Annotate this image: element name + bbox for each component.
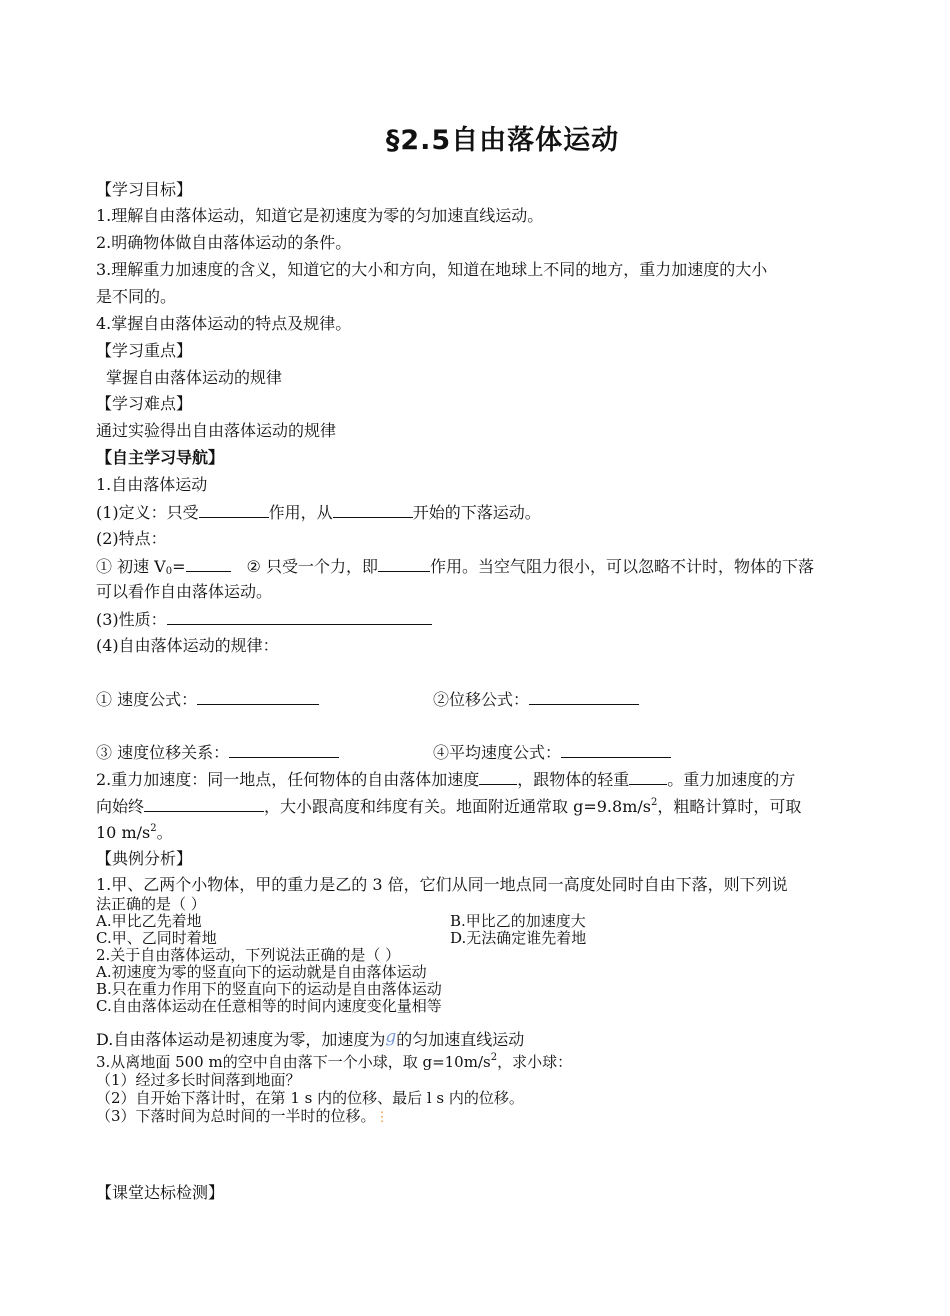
option-a: A.初速度为零的竖直向下的运动就是自由落体运动 [96,963,427,981]
nav-item-1: 1.自由落体运动 [96,475,208,494]
features-line: ① 初速 $V_0=$ ② 只受一个力，即 作用。当空气阻力很小，可以忽略不计时，物体的下落 [96,557,814,577]
gravity-line-2: 向始终 ，大小跟高度和纬度有关。地面附近通常取 $g=9.8m/s^2$，粗略计算时，可取 [96,797,802,816]
blank-field[interactable] [561,742,671,758]
question-2: 2.关于自由落体运动，下列说法正确的是（ ） [96,946,401,964]
goal-2: 2.明确物体做自由落体运动的条件。 [96,233,352,252]
option-a: A.甲比乙先着地 [96,912,202,930]
formula-displacement: ②位移公式： [433,689,639,710]
features-heading: (2)特点： [96,529,167,548]
option-d: D.自由落体运动是初速度为零，加速度为g的匀加速直线运动 [96,1027,525,1049]
section-heading-nav: 【自主学习导航】 [96,448,225,467]
section-heading-examples: 【典例分析】 [96,849,193,868]
goal-1: 1.理解自由落体运动，知道它是初速度为零的匀加速直线运动。 [96,206,544,225]
blank-field[interactable] [167,609,432,625]
question-3-part-2: （2）自开始下落计时，在第 1 s 内的位移、最后 l s 内的位移。 [96,1089,524,1107]
definition-line: (1)定义：只受 作用，从 开始的下落运动。 [96,503,541,522]
blank-field[interactable] [186,556,231,572]
page-title: §2.5自由落体运动 [385,125,620,156]
formula-velocity: ① 速度公式： [96,689,319,710]
blank-field[interactable] [229,742,339,758]
goal-3: 3.理解重力加速度的含义，知道它的大小和方向，知道在地球上不同的地方，重力加速度的大小 [96,260,768,279]
blank-field[interactable] [144,796,264,812]
option-c: C.自由落体运动在任意相等的时间内速度变化量相等 [96,997,442,1015]
section-heading-check: 【课堂达标检测】 [96,1183,225,1202]
blank-field[interactable] [199,502,269,518]
key-point: 掌握自由落体运动的规律 [106,368,283,387]
blank-field[interactable] [479,769,517,785]
question-1: 1.甲、乙两个小物体，甲的重力是乙的 3 倍，它们从同一地点同一高度处同时自由下落，则下列说 [96,875,788,894]
property-line: (3)性质： [96,609,432,630]
formula-average-velocity: ④平均速度公式： [433,742,671,763]
formula-velocity-displacement: ③ 速度位移关系： [96,742,339,763]
question-3-part-1: （1）经过多长时间落到地面？ [96,1071,301,1089]
question-3: 3.从离地面 500 m的空中自由落下一个小球，取 $g=10m/s^2$，求小球： [96,1052,573,1071]
question-3-part-3: （3）下落时间为总时间的一半时的位移。⋮ [96,1107,389,1125]
blank-field[interactable] [529,689,639,705]
gravity-line-1: 2.重力加速度：同一地点，任何物体的自由落体加速度 ，跟物体的轻重 。重力加速度的方 [96,770,796,789]
goal-3-cont: 是不同的。 [96,287,177,306]
section-heading-key: 【学习重点】 [96,341,193,360]
blank-field[interactable] [629,769,667,785]
section-heading-goals: 【学习目标】 [96,180,193,199]
anchor-mark-icon: ⋮ [375,1110,389,1125]
option-b: B.甲比乙的加速度大 [450,912,586,930]
g-symbol: g [385,1027,397,1047]
difficulty-text: 通过实验得出自由落体运动的规律 [96,421,337,440]
section-heading-difficulty: 【学习难点】 [96,394,193,413]
blank-field[interactable] [378,556,430,572]
option-c: C.甲、乙同时着地 [96,929,217,947]
gravity-line-3: 10 $m/s^2$。 [96,823,173,842]
goal-4: 4.掌握自由落体运动的特点及规律。 [96,314,352,333]
option-d: D.无法确定谁先着地 [450,929,587,947]
law-heading: (4)自由落体运动的规律： [96,636,279,655]
question-1-cont: 法正确的是（ ） [96,895,206,913]
features-cont: 可以看作自由落体运动。 [96,582,273,601]
option-b: B.只在重力作用下的竖直向下的运动是自由落体运动 [96,980,442,998]
blank-field[interactable] [333,502,413,518]
blank-field[interactable] [197,689,319,705]
